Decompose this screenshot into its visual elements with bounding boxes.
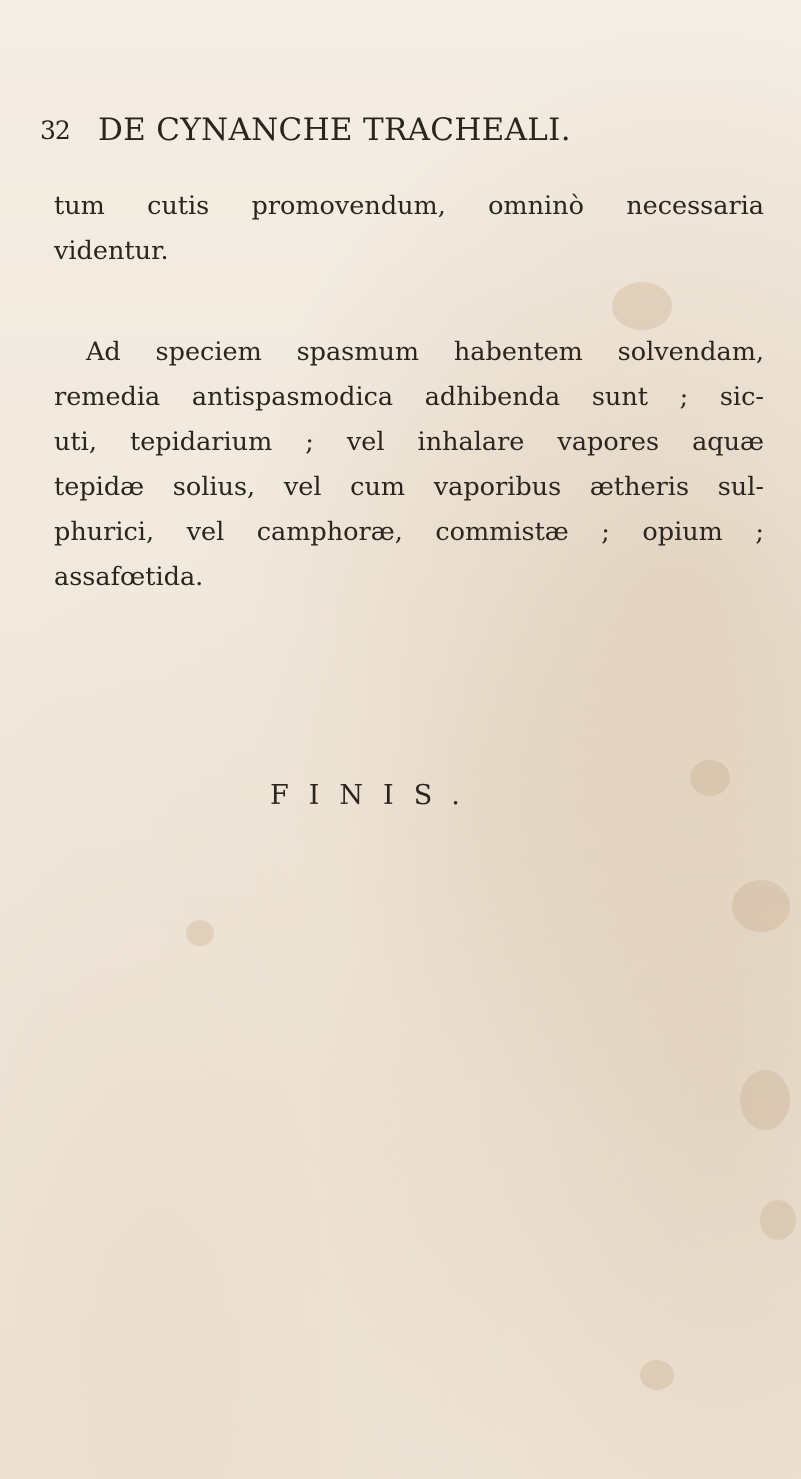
foxing-spot (740, 1070, 790, 1130)
text-line: videntur. (54, 236, 169, 266)
text-line: uti, tepidarium ; vel inhalare vapores aquæ (54, 427, 764, 457)
finis-closing: FINIS. (270, 780, 480, 811)
text-line: assafœtida. (54, 562, 204, 592)
running-title: DE CYNANCHE TRACHEALI. (98, 112, 571, 148)
page-number: 32 (40, 116, 70, 145)
paragraph-1 (54, 184, 764, 274)
foxing-spot (760, 1200, 796, 1240)
foxing-spot (186, 920, 214, 946)
text-line: tepidæ solius, vel cum vaporibus ætheris sul- (54, 472, 764, 502)
text-line: Ad speciem spasmum habentem solvendam, (86, 337, 764, 367)
text-line: tum cutis promovendum, omninò necessaria (54, 191, 764, 221)
foxing-spot (612, 282, 672, 330)
foxing-spot (640, 1360, 674, 1390)
text-line: remedia antispasmodica adhibenda sunt ; sic- (54, 382, 764, 412)
foxing-spot (732, 880, 790, 932)
page-header (40, 112, 760, 152)
text-line: phurici, vel camphoræ, commistæ ; opium ; (54, 517, 764, 547)
foxing-spot (690, 760, 730, 796)
paragraph-2 (54, 330, 764, 600)
